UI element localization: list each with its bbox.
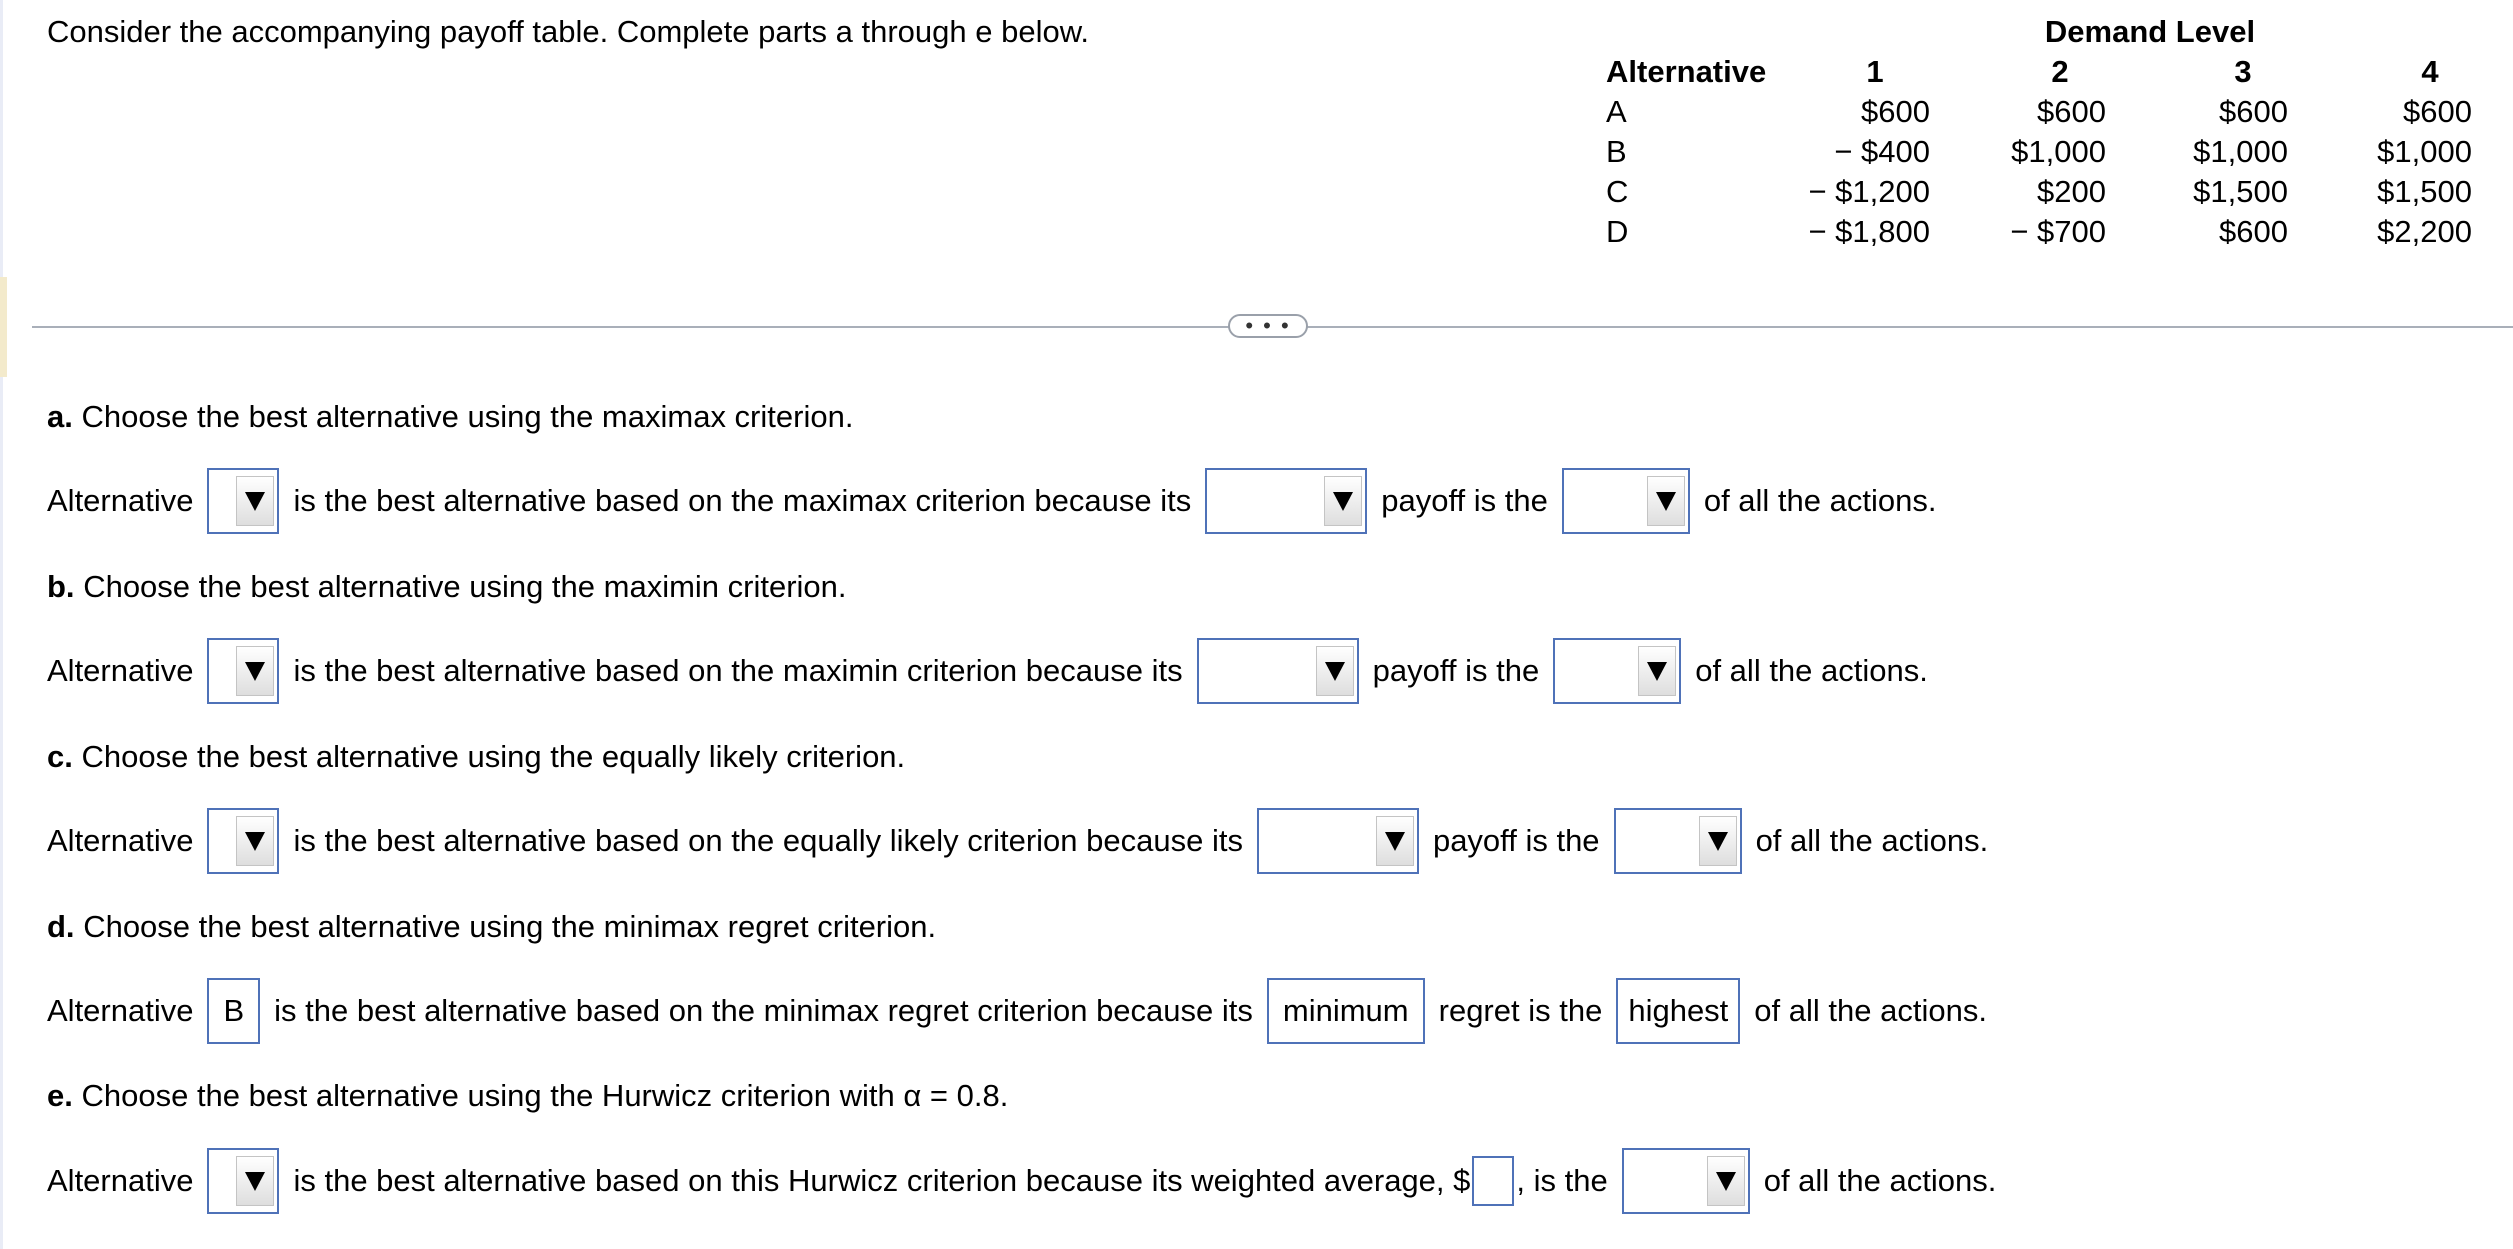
chevron-down-icon (236, 476, 274, 526)
table-row-alt: A (1606, 94, 1627, 129)
chevron-down-icon (1707, 1156, 1745, 1206)
table-cell: $1,000 (2193, 134, 2288, 169)
table-cell: − $1,200 (1808, 174, 1930, 209)
table-cell: − $400 (1834, 134, 1930, 169)
table-cell: $600 (2403, 94, 2472, 129)
table-cell: $600 (1861, 94, 1930, 129)
part-a-row: Alternative is the best alternative based on the maximax criterion because its payoff is the of all the actions. (47, 468, 1950, 534)
table-cell: − $1,800 (1808, 214, 1930, 249)
chevron-down-icon (236, 816, 274, 866)
part-b-rank-dropdown[interactable] (1553, 638, 1681, 704)
part-c-title: c. Choose the best alternative using the equally likely criterion. (47, 739, 906, 774)
expand-more-button[interactable]: • • • (1228, 314, 1308, 338)
part-d-row: Alternative B is the best alternative based on the minimax regret criterion because its minimum regret is the highest of all the actions. (47, 978, 2001, 1044)
table-row-alt: C (1606, 174, 1629, 209)
chevron-down-icon (1699, 816, 1737, 866)
part-d-payoff-type-answer[interactable]: minimum (1267, 978, 1425, 1044)
table-row-alt: B (1606, 134, 1627, 169)
part-d-alternative-answer[interactable]: B (207, 978, 260, 1044)
part-e-alternative-dropdown[interactable] (207, 1148, 279, 1214)
part-e-weighted-average-input[interactable] (1472, 1156, 1514, 1206)
part-a-rank-dropdown[interactable] (1562, 468, 1690, 534)
table-col-header: 3 (2234, 54, 2252, 89)
table-group-header: Demand Level (2044, 14, 2256, 49)
chevron-down-icon (1376, 816, 1414, 866)
chevron-down-icon (1316, 646, 1354, 696)
chevron-down-icon (236, 1156, 274, 1206)
part-b-alternative-dropdown[interactable] (207, 638, 279, 704)
chevron-down-icon (1647, 476, 1685, 526)
part-c-rank-dropdown[interactable] (1614, 808, 1742, 874)
table-cell: $600 (2219, 94, 2288, 129)
part-c-payoff-type-dropdown[interactable] (1257, 808, 1419, 874)
chevron-down-icon (1638, 646, 1676, 696)
left-accent-bar (0, 0, 3, 1249)
part-b-title: b. Choose the best alternative using the maximin criterion. (47, 569, 847, 604)
table-cell: $600 (2219, 214, 2288, 249)
table-col-header: 4 (2421, 54, 2439, 89)
part-c-alternative-dropdown[interactable] (207, 808, 279, 874)
left-accent-mark (0, 277, 7, 377)
table-cell: $1,000 (2377, 134, 2472, 169)
part-c-row: Alternative is the best alternative based on the equally likely criterion because its payoff is the of all the actions. (47, 808, 2002, 874)
part-b-row: Alternative is the best alternative based on the maximin criterion because its payoff is the of all the actions. (47, 638, 1942, 704)
part-b-payoff-type-dropdown[interactable] (1197, 638, 1359, 704)
chevron-down-icon (1324, 476, 1362, 526)
table-alt-header: Alternative (1606, 54, 1767, 89)
part-e-title: e. Choose the best alternative using the Hurwicz criterion with α = 0.8. (47, 1078, 1009, 1113)
part-a-title: a. Choose the best alternative using the maximax criterion. (47, 399, 854, 434)
table-cell: $1,000 (2011, 134, 2106, 169)
table-cell: $2,200 (2377, 214, 2472, 249)
table-cell: − $700 (2010, 214, 2106, 249)
table-cell: $1,500 (2377, 174, 2472, 209)
chevron-down-icon (236, 646, 274, 696)
part-e-rank-dropdown[interactable] (1622, 1148, 1750, 1214)
table-cell: $600 (2037, 94, 2106, 129)
table-col-header: 2 (2051, 54, 2069, 89)
part-e-row: Alternative is the best alternative based on this Hurwicz criterion because its weighted average, $ , is the of all the actions. (47, 1148, 2010, 1214)
table-cell: $200 (2037, 174, 2106, 209)
part-d-rank-answer[interactable]: highest (1616, 978, 1740, 1044)
table-col-header: 1 (1866, 54, 1884, 89)
part-a-payoff-type-dropdown[interactable] (1205, 468, 1367, 534)
table-row-alt: D (1606, 214, 1629, 249)
instructions-text: Consider the accompanying payoff table. Complete parts a through e below. (47, 14, 1090, 49)
part-a-alternative-dropdown[interactable] (207, 468, 279, 534)
part-d-title: d. Choose the best alternative using the minimax regret criterion. (47, 909, 937, 944)
table-cell: $1,500 (2193, 174, 2288, 209)
